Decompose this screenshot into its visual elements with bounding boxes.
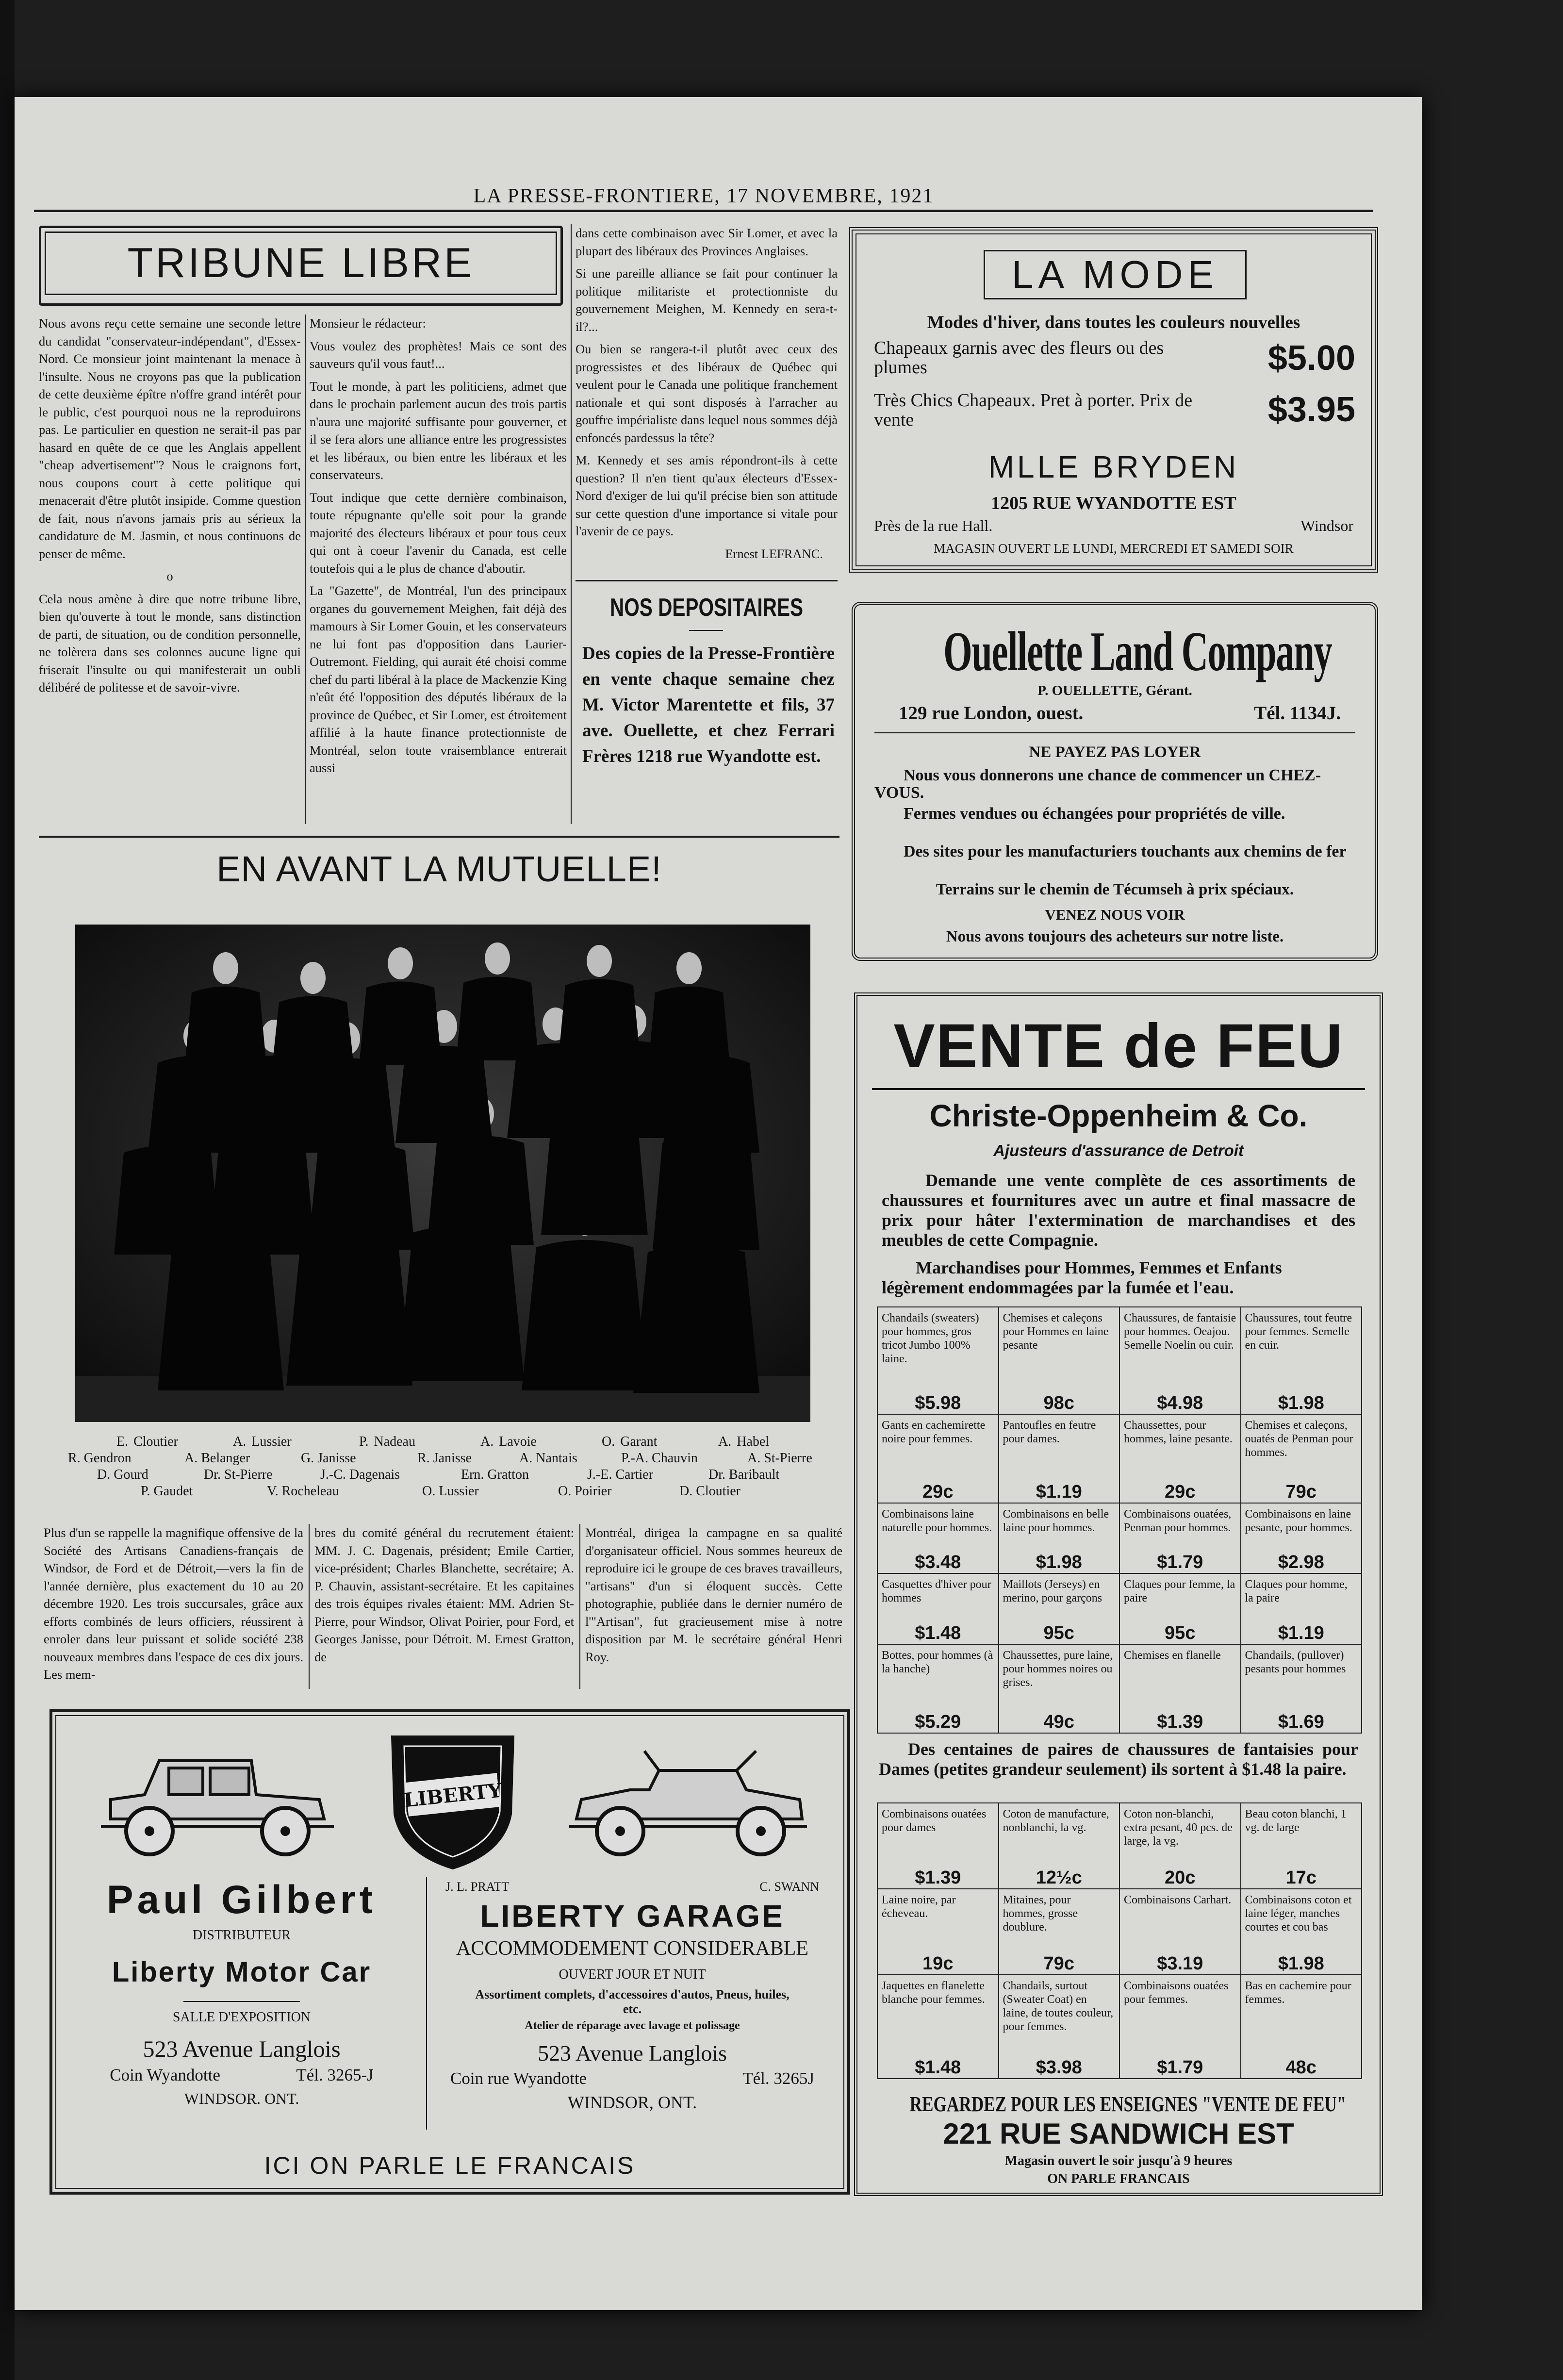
gilbert-address: 523 Avenue Langlois [143,2036,341,2062]
caption-name: P. Nadeau [359,1434,415,1449]
caption-name: D. Gourd [97,1467,148,1482]
item-price: $5.29 [915,1712,961,1732]
item-price: $3.19 [1157,1953,1203,1974]
vente-footer-2: 221 RUE SANDWICH EST [943,2117,1294,2150]
price-cell [999,1644,1120,1733]
item-description: Claques pour homme, la paire [1245,1578,1348,1605]
item-price: 17c [1285,1868,1316,1888]
header-rule [34,210,1373,212]
caption-name: A. Belanger [184,1451,250,1466]
vente-company: Christe-Oppenheim & Co. [929,1098,1308,1133]
section-rule [39,836,839,838]
shield-text: LIBERTY [403,1779,503,1812]
vente-sub: Ajusteurs d'assurance de Detroit [993,1141,1244,1159]
column-rule [305,314,306,824]
gilbert-corner: Coin Wyandotte [110,2066,220,2084]
item-description: Chaussettes, pure laine, pour hommes noires ou grises. [1003,1649,1113,1689]
vente-de-feu-ad [854,992,1383,2196]
item-description: Chemises et caleçons pour Hommes en laine pesante [1003,1312,1109,1352]
caption-name: Ern. Gratton [461,1467,529,1482]
price-cell [999,1414,1120,1503]
item-description: Chaussettes, pour hommes, laine pesante. [1124,1419,1233,1445]
title-underline [689,630,723,631]
page-header: LA PRESSE-FRONTIERE, 17 NOVEMBRE, 1921 [473,185,934,207]
item-price: $1.39 [1157,1712,1203,1732]
ouellette-line4: Des sites pour les manufacturiers touchants aux chemins de fer [904,843,1347,860]
liberty-garage-block [436,1880,829,2113]
item-price: $1.69 [1278,1712,1324,1732]
mode-item-2: Très Chics Chapeaux. Pret à porter. Prix de vente [874,390,1193,430]
item-description: Bottes, pour hommes (à la hanche) [882,1649,993,1675]
car-right-icon [562,1741,814,1863]
item-description: Maillots (Jerseys) en merino, pour garçons [1003,1578,1102,1605]
mutuelle-title: EN AVANT LA MUTUELLE! [216,849,662,889]
photo-caption [49,1434,835,1512]
item-description: Mitaines, pour hommes, grosse doublure. [1003,1894,1078,1934]
la-mode-ad [849,227,1378,573]
depositaires-text: Des copies de la Presse-Frontière en vente chaque semaine chez M. Victor Marentette et fils, 37 ave. Ouellette, et chez Ferrari Frères 1218 rue Wyandotte est. [582,644,835,766]
liberty-ad [49,1709,850,2195]
item-description: Chandails, surtout (Sweater Coat) en laine, de toutes couleur, pour femmes. [1003,1980,1114,2033]
tribune-paragraph: Si une pareille alliance se fait pour continuer la politique militariste et protectionniste du gouvernement Meighen, M. Kennedy en sera-t-il?... [576,266,838,334]
price-cell [1119,1803,1241,1889]
garage-name: LIBERTY GARAGE [480,1899,785,1934]
caption-name: G. Janisse [301,1451,356,1466]
price-cell [1119,1503,1241,1573]
item-description: Combinaisons ouatées, Penman pour hommes. [1124,1507,1232,1534]
mode-item-1: Chapeaux garnis avec des fleurs ou des plumes [874,338,1164,378]
item-description: Chandails (sweaters) pour hommes, gros tricot Jumbo 100% laine. [882,1312,979,1365]
group-photo [75,925,810,1422]
item-price: 95c [1043,1622,1074,1643]
mode-subtitle: Modes d'hiver, dans toutes les couleurs nouvelles [927,313,1300,332]
item-description: Combinaisons ouatées pour femmes. [1124,1980,1229,2006]
caption-name: A. Lavoie [480,1434,537,1449]
price-cell [1241,1414,1362,1503]
tribune-paragraph: Ou bien se rangera-t-il plutôt avec ceux des progressistes et des libéraux de Québec qui veulent pour le Canada une politique franchement nationale et qui sont disposés à l'arracher au gouffre impérialiste dans lequel nous sommes déjà enfoncés pardessus la tête? [576,342,838,445]
price-table-row [877,1975,1362,2079]
caption-name: J.-E. Cartier [587,1467,654,1482]
item-price: $3.48 [915,1552,961,1573]
item-description: Laine noire, par écheveau. [882,1894,956,1920]
garage-address: 523 Avenue Langlois [537,2041,727,2066]
item-price: 19c [922,1953,954,1974]
item-price: $1.19 [1278,1622,1324,1643]
price-cell [1119,1414,1241,1503]
gilbert-salle: SALLE D'EXPOSITION [172,2010,311,2025]
price-cell [877,1803,999,1889]
item-price: 20c [1165,1868,1196,1888]
item-description: Combinaisons en laine pesante, pour hommes. [1245,1507,1352,1534]
price-cell [877,1307,999,1414]
garage-line2: Atelier de réparage avec lavage et polissage [525,2019,740,2032]
vente-footer-3: Magasin ouvert le soir jusqu'à 9 heures [1004,2153,1233,2168]
mode-hours: MAGASIN OUVERT LE LUNDI, MERCREDI ET SAMEDI SOIR [934,541,1294,556]
item-description: Combinaisons laine naturelle pour hommes. [882,1507,992,1534]
price-cell [1119,1889,1241,1975]
tribune-title-box [39,226,563,306]
price-table-row [877,1644,1362,1733]
tribune-title: TRIBUNE LIBRE [45,231,557,295]
ouellette-address: 129 rue London, ouest. [899,703,1084,724]
price-cell [1241,1573,1362,1644]
price-cell [1241,1644,1362,1733]
price-cell [877,1975,999,2079]
tribune-paragraph: M. Kennedy et ses amis répondront-ils à cette question? Il n'en tient qu'aux électeurs d'Essex-Nord d'exiger de lui qu'il précise bien son attitude sur cette question d'une importance si vitale pour l'avenir de ce pays. [576,453,838,538]
tribune-paragraph: Nous avons reçu cette semaine une seconde lettre du candidat "conservateur-indépendant", d'Essex-Nord. Ce monsieur joint maintenant la menace à l'insulte. Nous ne croyons pas que la publication de cette deuxième épître n'offre grand intérêt pour le public, c'est pourquoi nous ne la reproduirons pas. Le particulier en question ne serait-il pas par hasard en quête de ce que les Anglais appellent "cheap advertisement"? Nous le craignons fort, nous coupons court à cette politique qui menacerait d'être plutôt insipide. Comme question de fait, nous n'avons jamais pris au sérieux la candidature de M. Jasmin, et nous continuons de penser de même. [39,316,301,561]
gilbert-contact [72,2066,411,2085]
film-edge [0,0,15,2380]
mutuelle-column-3: Montréal, dirigea la campagne en sa qualité d'organisateur officiel. Nous sommes heureux de reproduire ici le groupe de ces braves travailleurs, "artisans" d'un si éloquent succès. Cette photographie, publiée dans le dernier numéro de l'"Artisan", fut gracieusement mise à notre disposition par M. le secrétaire général Henri Roy. [585,1525,842,1664]
item-description: Chaussures, tout feutre pour femmes. Semelle en cuir. [1245,1312,1352,1352]
item-price: $1.39 [915,1868,961,1888]
price-cell [877,1573,999,1644]
item-description: Jaquettes en flanelette blanche pour femmes. [882,1980,985,2006]
ouellette-line2: Nous vous donnerons une chance de commencer un CHEZ-VOUS. [874,766,1321,802]
caption-name: O. Garant [602,1434,658,1449]
tribune-paragraph: Tout le monde, à part les politiciens, admet que dans le prochain parlement aucun des trois partis n'aura une majorité suffisante pour gouverner, et il se fera alors une alliance entre les progressistes et les libéraux, ou bien entre les libéraux et les conservateurs. [310,379,567,482]
item-description: Chaussures, de fantaisie pour hommes. Oeajou. Semelle Noelin ou cuir. [1124,1312,1236,1352]
vente-footer-4: ON PARLE FRANCAIS [1047,2171,1190,2186]
price-cell [1241,1889,1362,1975]
garage-corner: Coin rue Wyandotte [450,2069,587,2088]
item-description: Chandails, (pullover) pesants pour hommes [1245,1649,1346,1675]
column-rule [309,1524,310,1689]
item-price: $1.98 [1036,1552,1082,1573]
owner-swann: C. SWANN [759,1880,819,1894]
column-rule [579,1524,580,1689]
price-cell [1119,1644,1241,1733]
vente-title: VENTE de FEU [893,1011,1344,1081]
column-rule [571,224,572,824]
item-price: $1.79 [1157,2057,1203,2078]
ouellette-title: Ouellette Land Company [943,621,1332,683]
signature: Ernest LEFRANC. [725,546,823,561]
item-price: 48c [1285,2057,1316,2078]
gilbert-product: Liberty Motor Car [112,1956,372,1988]
item-description: Combinaisons coton et laine léger, manches courtes et cou bas [1245,1894,1352,1934]
item-description: Coton de manufacture, nonblanchi, la vg. [1003,1808,1109,1834]
item-price: 29c [922,1481,954,1502]
ouellette-line6: VENEZ NOUS VOIR [1045,906,1185,923]
caption-name: A. St-Pierre [747,1451,812,1466]
item-price: $5.98 [915,1392,961,1413]
price-cell [999,1503,1120,1573]
owners [436,1880,829,1894]
separator: o [166,569,173,583]
caption-name: P. Gaudet [141,1484,193,1499]
women-price-table [877,1802,1362,2079]
item-price: $1.19 [1036,1481,1082,1502]
item-price: $1.98 [1278,1953,1324,1974]
price-cell [999,1889,1120,1975]
ouellette-line7: Nous avons toujours des acheteurs sur notre liste. [946,928,1284,945]
mode-city: Windsor [1300,517,1353,534]
price-table-row [877,1503,1362,1573]
price-table-row [877,1573,1362,1644]
caption-name: A. Lussier [233,1434,292,1449]
ouellette-ad [852,602,1378,961]
item-price: 79c [1285,1481,1316,1502]
price-cell [1241,1307,1362,1414]
ouellette-line5: Terrains sur le chemin de Técumseh à prix spéciaux. [936,881,1294,898]
tribune-column-2 [310,314,567,782]
garage-tel: Tél. 3265J [742,2069,814,2088]
garage-sub: ACCOMMODEMENT CONSIDERABLE [456,1937,809,1960]
item-description: Casquettes d'hiver pour hommes [882,1578,991,1605]
mutuelle-column-1: Plus d'un se rappelle la magnifique offensive de la Société des Artisans Canadiens-français de Windsor, de Ford et de Détroit,—vers la fin de l'année dernière, plus exactement du 10 au 20 décembre 1920. Les trois succursales, grâce aux efforts combinés de leurs officiers, réussirent à enroler dans leur puissant et solide société 238 nouveaux membres dans l'espace de ces dix jours. Les mem- [44,1525,303,1682]
liberty-shield-icon [387,1732,518,1872]
price-cell [1241,1503,1362,1573]
caption-name: P.-A. Chauvin [621,1451,698,1466]
gilbert-block [72,1877,411,2108]
gilbert-tel: Tél. 3265-J [296,2066,374,2084]
price-cell [877,1503,999,1573]
item-price: $4.98 [1157,1392,1203,1413]
group-photo-image [75,925,810,1422]
item-price: $3.98 [1036,2057,1082,2078]
mode-title: LA MODE [984,250,1247,299]
caption-name: A. Habel [718,1434,770,1449]
price-cell [999,1975,1120,2079]
mode-price-2: $3.95 [1267,390,1355,429]
item-price: 12½c [1036,1868,1082,1888]
salutation: Monsieur le rédacteur: [310,316,426,331]
item-price: $1.48 [915,1622,961,1643]
depositaires-title: NOS DEPOSITAIRES [609,594,804,622]
item-description: Gants en cachemirette noire pour femmes. [882,1419,986,1445]
item-price: 95c [1165,1622,1196,1643]
item-description: Combinaisons en belle laine pour hommes. [1003,1507,1109,1534]
price-cell [999,1307,1120,1414]
ouellette-line1: NE PAYEZ PAS LOYER [1029,744,1201,761]
caption-name: E. Cloutier [116,1434,178,1449]
ad-divider [426,1877,427,2130]
caption-name: R. Gendron [68,1451,132,1466]
tribune-paragraph: Vous voulez des prophètes! Mais ce sont des sauveurs qu'il vous faut!... [310,338,567,371]
section-rule [576,580,838,581]
vente-intro: Demande une vente complète de ces assortiments de chaussures et fournitures avec un autre et final massacre de prix pour hâter l'extermination de marchandises et des meubles de cette Compagnie. [882,1171,1355,1250]
price-cell [999,1803,1120,1889]
item-price: $1.48 [915,2057,961,2078]
caption-name: D. Cloutier [679,1484,740,1499]
caption-name: O. Lussier [422,1484,479,1499]
caption-name: J.-C. Dagenais [320,1467,400,1482]
caption-name: Dr. Baribault [708,1467,780,1482]
ouellette-tel: Tél. 1134J. [1254,703,1341,724]
item-description: Combinaisons ouatées pour dames [882,1808,987,1834]
mode-address: 1205 RUE WYANDOTTE EST [991,493,1236,513]
garage-line1: Assortiment complets, d'accessoires d'autos, Pneus, huiles, etc. [475,1987,790,2016]
vente-intro-2: Marchandises pour Hommes, Femmes et Enfants légèrement endommagées par la fumée et l'eau. [882,1258,1282,1297]
price-cell [1119,1975,1241,2079]
price-cell [1241,1803,1362,1889]
tribune-paragraph: Cela nous amène à dire que notre tribune libre, bien qu'ouverte à tout le monde, sans distinction de parti, de situation, ou de condition personnelle, ne tolèrera dans ses colonnes aucune ligne qui friserait l'insulte ou qui manifesterait un oubli délibéré de politesse et de savoir-vivre. [39,591,301,694]
car-left-icon [91,1741,344,1863]
price-cell [877,1889,999,1975]
garage-hours: OUVERT JOUR ET NUIT [559,1967,706,1982]
gilbert-city: WINDSOR. ONT. [184,2090,299,2107]
price-table-row [877,1889,1362,1975]
item-description: Beau coton blanchi, 1 vg. de large [1245,1808,1347,1834]
item-description: Chemises en flanelle [1124,1649,1221,1662]
mode-price-1: $5.00 [1267,339,1355,378]
gilbert-name: Paul Gilbert [106,1878,377,1922]
item-description: Pantoufles en feutre pour dames. [1003,1419,1096,1445]
price-table-row [877,1803,1362,1889]
tribune-column-3 [576,224,838,567]
ad-bottom-line: ICI ON PARLE LE FRANCAIS [264,2152,636,2179]
price-cell [1119,1307,1241,1414]
price-cell [877,1414,999,1503]
caption-name: A. Nantais [519,1451,577,1466]
item-description: Chemises et caleçons, ouatés de Penman pour hommes. [1245,1419,1353,1459]
mode-name: MLLE BRYDEN [988,449,1239,484]
price-cell [999,1573,1120,1644]
tribune-paragraph: dans cette combinaison avec Sir Lomer, et avec la plupart des libéraux des Provinces Anglaises. [576,226,838,258]
item-description: Claques pour femme, la paire [1124,1578,1235,1605]
mutuelle-column-2: bres du comité général du recrutement étaient: MM. J. C. Dagenais, président; Emile Cartier, vice-président; Charles Blanchette, secrétaire; A. P. Chauvin, assistant-secrétaire. Et les capitaines des trois équipes rivales étaient: MM. Adrien St-Pierre, pour Windsor, Olivat Poirier, pour Ford, et Georges Janisse, pour Détroit. M. Ernest Gratton, de [314,1525,574,1664]
mode-near: Près de la rue Hall. [874,517,993,534]
caption-name: Dr. St-Pierre [204,1467,273,1482]
vente-note: Des centaines de paires de chaussures de fantaisies pour Dames (petites grandeur seulement) ils sortent à $1.48 la paire. [879,1739,1358,1779]
price-table-row [877,1414,1362,1503]
price-table-row [877,1307,1362,1414]
men-price-table [877,1306,1362,1734]
caption-name: O. Poirier [558,1484,612,1499]
item-price: $1.98 [1278,1392,1324,1413]
gilbert-role: DISTRIBUTEUR [192,1928,291,1943]
price-cell [1241,1975,1362,2079]
caption-name: R. Janisse [417,1451,472,1466]
item-description: Combinaisons Carhart. [1124,1894,1232,1907]
ouellette-line3: Fermes vendues ou échangées pour propriétés de ville. [904,805,1285,823]
caption-name: V. Rocheleau [267,1484,339,1499]
owner-pratt: J. L. PRATT [445,1880,510,1894]
item-price: 29c [1165,1481,1196,1502]
price-cell [877,1644,999,1733]
tribune-column-1 [39,314,301,701]
tribune-paragraph: Tout indique que cette dernière combinaison, toute répugnante qu'elle soit pour la grande majorité des électeurs libéraux et pour tous ceux qui ont à coeur l'avenir du Canada, est celle toutefois qui a le plus de chance d'aboutir. [310,490,567,576]
garage-city: WINDSOR, ONT. [567,2093,697,2112]
price-cell [1119,1573,1241,1644]
item-description: Bas en cachemire pour femmes. [1245,1980,1351,2006]
item-price: 98c [1043,1392,1074,1413]
tribune-paragraph: La "Gazette", de Montréal, l'un des principaux organes du gouvernement Meighen, fait déjà des mamours à Sir Lomer Gouin, et les conservateurs ne lui font pas d'opposition dans Laurier-Outremont. Fielding, qui aurait été choisi comme chef du parti libéral à la place de Mackenzie King n'eût été l'opposition des députés libéraux de la province de Québec, et Sir Lomer, est étroitement affilié à la haute finance protectionniste de Montréal, selon toute vraisemblance entrerait aussi [310,583,567,775]
vente-footer-1: REGARDEZ POUR LES ENSEIGNES "VENTE DE FEU" [909,2092,1347,2116]
item-price: 79c [1043,1953,1074,1974]
item-price: $2.98 [1278,1552,1324,1573]
item-price: 49c [1043,1712,1074,1732]
item-price: $1.79 [1157,1552,1203,1573]
ouellette-manager: P. OUELLETTE, Gérant. [1037,683,1192,698]
garage-contact [436,2069,829,2088]
item-description: Coton non-blanchi, extra pesant, 40 pcs. de large, la vg. [1124,1808,1233,1848]
